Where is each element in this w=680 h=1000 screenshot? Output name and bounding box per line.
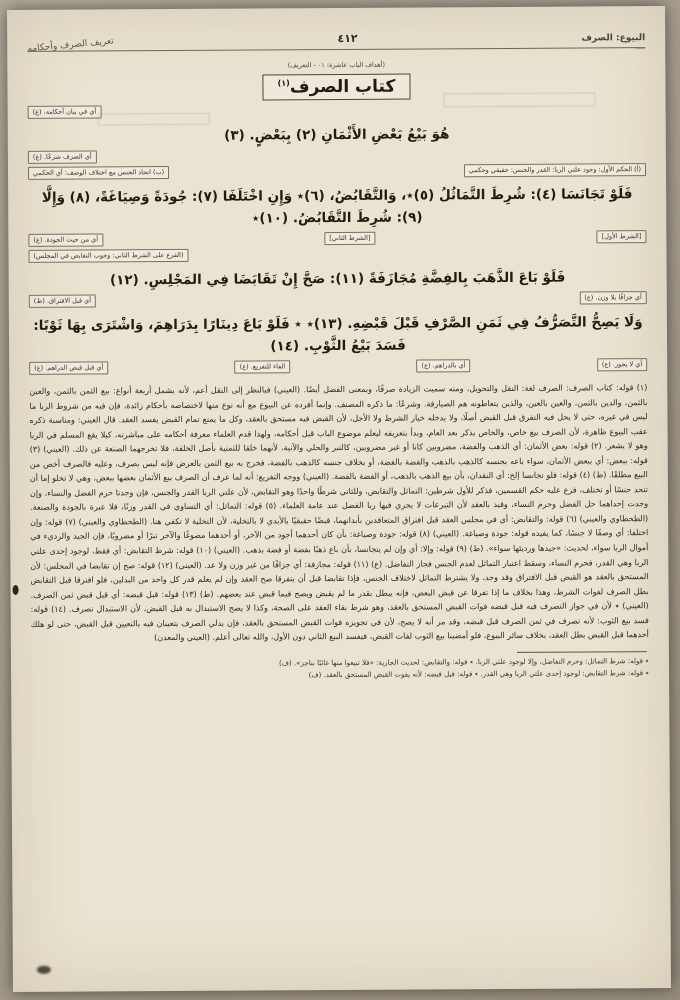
marginal-gloss: أي قبل الافتراق. (ط) bbox=[29, 294, 96, 307]
commentary-gloss: (٥) قوله: التماثل: أي التساوي في القدر وزنًا، فلا عبرة بالجودة والصنعة. (الطحطاوي والعيني) bbox=[30, 501, 649, 524]
marginal-gloss: أي بالدراهم. (ع) bbox=[417, 359, 471, 372]
marginal-gloss: (الفرع على الشرط الثاني: وجوب التقابض في المجلس) bbox=[28, 249, 188, 263]
page-number: ٤١٢ bbox=[337, 31, 358, 46]
page-header bbox=[27, 30, 646, 55]
matn-line-same-genus: فَلَوْ تَجَانَسَا (٤): شُرِطَ التَّمَاثُلُ (٥)٭، وَالتَّقَابُضُ، (٦)٭ وَإِنِ اخْتَلَفَا (٧): جُودَةً وَصِيَاغَةً، (٨) وَإِلَّا (٩): شُرِطَ التَّقَابُضُ. (١٠)٭ bbox=[41, 186, 633, 227]
footnote-line: ٭ قوله: شرط التماثل: وحرم التفاضل، وإلا لوجود علتي الربا. ٭ قوله: والتقابض: لحديث الجارية: «فلا تبيعوا منها غائبًا بناجز». (ف) bbox=[278, 656, 650, 668]
commentary-gloss: (٦) قوله: والتقابض: أي في مجلس العقد قبل افتراق المتعاقدين بأبدانهما، قبضًا حقيقيًا بالأيدي لا بالتخلية، لأن التخلية لا تكفي هنا. (الطحطاوي والعيني) bbox=[75, 514, 577, 527]
matn-line-definition: هُوَ بَيْعُ بَعْضِ الأَثْمَانِ (٢) بِبَعْضٍ. (٣) bbox=[224, 126, 450, 144]
marginal-gloss: أي لا يجوز. (ع) bbox=[597, 358, 647, 371]
chapter-objectives-note: (أهداف الباب عاشرة: ٠١ - التعريف) bbox=[287, 60, 386, 70]
commentary-gloss: (٩) قوله: وإلا: أي وإن لم يتجانسا، بأن باع ذهبًا بفضة أو فضة بذهب. (العيني) bbox=[211, 544, 467, 555]
commentary-gloss: (٧) قوله: وإن اختلفا: أي وصفًا لا جنسًا، كما يفيده قوله: جودة وصياغة. (العيني) bbox=[30, 517, 649, 539]
marginal-gloss: أي من حيث الجودة. (ع) bbox=[28, 233, 103, 246]
commentary-gloss: (١٤) قوله: فسد بيع الثوب: لأنه تصرف في ثمن الصرف قبل قبضه، وقد مر أنه لا يصح، لأن في تجويزه فوات القبض المستحق بالعقد، فإن بدلي الصرف يتعينان فيه بالتعيين قبل القبض، حتى لو هلك أحدهما قبل القبض بطل العقد، بخلاف سائر البيوع، فلو أمضينا بيع الثوب لفات القبض، فيفسد البيع الثاني دون الأول، والله تعالى أعلم. (العيني والمعدن) bbox=[30, 604, 649, 643]
commentary-gloss: (٤) قوله: فلو تجانسا إلخ: أي النقدان، بأن بيع الذهب بالذهب، أو الفضة بالفضة. (العيني) ووجه التفريع: أنه لما عرف أن الصرف بيع الأثمان بعضها ببعض، وهي لا تخلو إما أن تتحد جنسًا أو تختلف، فرع عليه حكم القسمين، فذكر للأول شرطين: التماثل والتقابض، وللثاني شرطًا واحدًا وهو التقابض، لأن علتي الربا القدر والجنس، فإن وجدتا حرم الفضل والنساء، وإن وجدت إحداهما حل الفضل وحرم النساء، وقيد بالعقد لأن التبرعات لا يجري فيها ربا الفضل عند عامة العلماء. bbox=[29, 470, 649, 511]
marginal-gloss: (ب) اتحاد الجنس مع اختلاف الوصف: أي الحكمي bbox=[28, 166, 169, 180]
commentary-gloss: (١٣) قوله: قبل قبضه: أي قبل قبض ثمن الصرف. (العيني) ٭ لأن في جواز التصرف فيه قبل قبضه فوات القبض المستحق بالعقد، وهو شرط بقاء العقد على الصحة، وكذا لا يصح الاستبدال به قبل القبض، لأن الاستبدال تصرف. bbox=[30, 589, 649, 614]
marginal-gloss: الفاء للتفريع. (ع) bbox=[235, 360, 291, 373]
commentary-gloss: (٨) قوله: جودة وصياغة: بأن كان أحدهما أجود من الآخر، أو أحدهما مصوغًا والآخر تبرًا أو مضروبًا، فإن الجيد والرديء في أموال الربا سواء، لحديث: «جيدها ورديئها سواء». (ط) bbox=[30, 529, 649, 554]
running-head-right: البيوع: الصرف bbox=[581, 33, 646, 44]
matn-line-gold-for-silver: فَلَوْ بَاعَ الذَّهَبَ بِالفِضَّةِ مُجَازَفَةً (١١): صَحَّ إِنْ تَقَابَضَا فِي المَجْلِسِ. (١٢) bbox=[109, 269, 566, 289]
scan-artifact bbox=[37, 966, 51, 974]
gloss-row bbox=[28, 163, 646, 180]
footnote-line: ٭ قوله: شرط التقابض: لوجود إحدى علتي الربا وهي القدر. ٭ قوله: قبل قبضه: لأنه يفوت القبض المستحق بالعقد. (ف) bbox=[308, 668, 650, 679]
footnote-separator bbox=[517, 651, 647, 653]
matn-line-disposal-before-possession: وَلَا يَصِحُّ التَّصَرُّفُ فِي ثَمَنِ الصَّرْفِ قَبْلَ قَبْضِهِ. (١٣)٭ ٭ فَلَوْ بَاعَ دِينَارًا بِدَرَاهِمَ، وَاشْتَرَى بِهَا ثَوْبًا: فَسَدَ بَيْعُ الثَّوْبِ. (١٤) bbox=[33, 314, 643, 355]
scan-bleed-artifact bbox=[98, 113, 210, 126]
commentary-block bbox=[29, 381, 649, 647]
marginal-gloss: (أ) الحكم الأول: وجود علتي الربا: القدر والجنس: حقيقي وحكمي bbox=[464, 163, 646, 177]
condition-label: [الشرط الأول] bbox=[597, 230, 647, 243]
scan-artifact bbox=[13, 585, 19, 595]
marginal-gloss: أي في بيان أحكامه. (ع) bbox=[28, 105, 102, 118]
commentary-gloss: (١١) قوله: مجازفة: أي جزافًا من غير وزن ولا عد. (العيني) bbox=[172, 559, 369, 570]
commentary-gloss: (٢) قوله: بعض الأثمان: أي الذهب والفضة، مضروبين كانا أو غير مضروبين، كالتبر والحلي والآنية، لأنهما خلقا للثمنية بأصل الخلقة، فلا تخرجهما الصنعة عن ذلك. (العيني) bbox=[40, 441, 602, 455]
gloss-row bbox=[28, 147, 646, 164]
gloss-row bbox=[28, 246, 646, 263]
commentary-gloss: (١٠) قوله: شرط التقابض: أي فقط، لوجود إحدى علتي الربا وهي القدر، فحرم النساء، وسقط اعتبار التماثل لعدم الجنس فجاز التفاضل. (ع) bbox=[30, 545, 649, 569]
commentary-gloss: (١) قوله: كتاب الصرف: الصرف لغة: النقل والتحويل، ومنه سميت الزيادة صرفًا، وبمعنى الفضل أيضًا. (العيني) فبالنظر إلى النقل أعم، لأنه يشمل أربعة أنواع: بيع الثمن بالثمن، والعين بالثمن، والدين بالثمن، والعين بالعين، والذين يتعاطونه هم الصيارفة. وشرعًا: ما ذكره المصنف. وإنما أفرده عن البيوع مع أنه نوع منها لاختصاصه بأحكام زائدة، فإن فيه من شروط الربا ما ليس في غيره، حتى لا يحل فيه التفرق قبل القبض أصلًا، ولا يدخله خيار الشرط ولا الأجل، لأن القبض فيه مستحق بالعقد، وكل ما يمنع تمام القبض يفسد العقد. قال العيني: ومناسبة ذكره عقب البيوع ظاهرة، لأن الصرف بيع خاص، والخاص يذكر بعد العام، وبدأ بتعريفه ليعلم موضوع الباب قبل أحكامه، ولهذا قدم العلماء معرفة أحكامه على مباشرته، كيلا يقع المسلم في الربا وهو لا يشعر. bbox=[29, 383, 648, 451]
gloss-row bbox=[29, 291, 647, 308]
footnote-marker: (١) bbox=[277, 78, 290, 88]
gloss-row bbox=[28, 230, 646, 247]
marginal-gloss: أي قبل قبض الدراهم. (ع) bbox=[29, 361, 108, 374]
scan-bleed-artifact bbox=[444, 92, 596, 107]
commentary-gloss: (١٢) قوله: صح إن تقابضا في المجلس: لأن المستحق بالعقد هو القبض قبل الافتراق وقد وجد، ولا يشترط التماثل لاختلاف الجنس، فإذا تقابضا قبل أن يتفرقا صح العقد وإن لم يعلم قدر كل واحد من البدلين، فلو افترقا قبل التقابض بطل الصرف لفوات الشرط، وهذا بخلاف ما إذا تفرقا عن قبض البعض، فإنه يبطل بقدر ما لم يقبض ويصح فيما قبض عند بعضهم. (ط) bbox=[30, 560, 649, 599]
commentary-gloss: (٣) قوله: ببعض: أي ببعض الأثمان، سواء باعه بجنسه كالذهب بالذهب والفضة بالفضة، أو بخلاف جنسه كالذهب بالفضة، فخرج به بيع الثمن بالعرض فإنه ليس بصرف، وعليه فالصرف أخص من البيع مطلقًا. (ط) bbox=[29, 445, 648, 480]
gloss-row bbox=[29, 358, 647, 375]
marginal-gloss: أي جزافًا بلا وزن. (ع) bbox=[579, 291, 647, 304]
running-head-left: تعريف الصرف وأحكامه bbox=[27, 36, 115, 55]
chapter-title bbox=[263, 74, 411, 101]
chapter-title-text: كتاب الصرف bbox=[289, 76, 396, 98]
title-note-row bbox=[27, 58, 645, 73]
condition-label: [الشرط الثاني] bbox=[324, 232, 375, 245]
header-rule bbox=[27, 47, 645, 52]
marginal-gloss: أي الصرف شرعًا. (ع) bbox=[28, 150, 97, 163]
scanned-book-page bbox=[7, 6, 671, 992]
